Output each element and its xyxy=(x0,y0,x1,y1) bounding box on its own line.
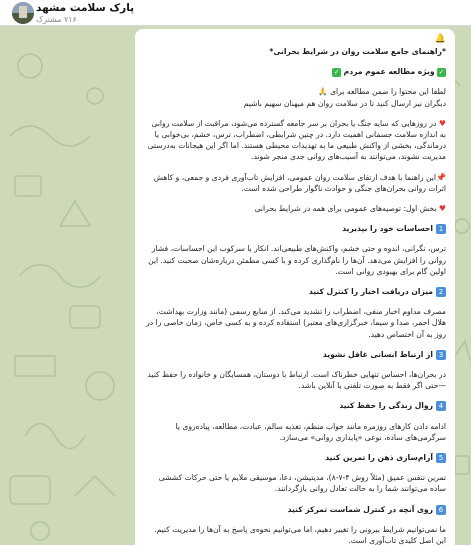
intro-line-1: لطفا این محتوا را ضمن مطالعه برای xyxy=(330,87,446,97)
channel-avatar[interactable] xyxy=(12,2,34,24)
channel-post-bubble[interactable] xyxy=(135,29,455,545)
subscriber-count: ۷۱۶ مشترک xyxy=(36,15,77,24)
number-badge: 6 xyxy=(436,505,446,515)
item-heading: از ارتباط انسانی غافل نشوید xyxy=(322,349,433,359)
channel-header[interactable] xyxy=(0,0,471,26)
channel-title-block[interactable] xyxy=(36,2,134,24)
item-body: ما نمی‌توانیم شرایط بیرونی را تغییر دهیم، اما می‌توانیم نحوه‌ی پاسخ به آن‌ها را مدیریت کنیم. این اصل کلیدی تاب‌آوری است. xyxy=(154,524,446,545)
channel-name: پارک سلامت مشهد xyxy=(36,2,135,14)
number-badge: 5 xyxy=(436,453,446,463)
post-title: *راهنمای جامع سلامت روان در شرایط بحرانی* xyxy=(269,47,446,56)
item-heading: میزان دریافت اخبار را کنترل کنید xyxy=(308,287,433,297)
check-icon: ✓ xyxy=(333,67,340,76)
paragraph-1: در روزهایی که سایه جنگ یا بحران بر سر جامعه گسترده می‌شود، مراقبت از سلامت روانی به اندازه سلامت جسمانی اهمیت دارد. در چنین شرایطی، اضطراب، ترس، خشم، بی‌خوابی یا درماندگی، بخشی از واکنش طبیعی ما به تهدیدات محیطی هستند. اما اگر این هیجانات به‌درستی مدیریت نشوند، می‌توانند به آسیب‌های روانی جدی منجر شوند. xyxy=(147,118,446,162)
heart-icon: ♥ xyxy=(438,204,446,214)
number-badge: 3 xyxy=(436,350,446,360)
intro-line-2: دیگران نیز ارسال کنید تا در سلامت روان هم میهنان سهیم باشیم xyxy=(243,98,446,108)
item-heading: آرام‌سازی ذهن را تمرین کنید xyxy=(325,453,433,463)
number-badge: 1 xyxy=(436,224,446,234)
item-body: ترس، نگرانی، اندوه و حتی خشم، واکنش‌های طبیعی‌اند. انکار یا سرکوب این احساسات، فشار روانی را افزایش می‌دهد. آن‌ها را نام‌گذاری کرده و با کسی مطمئن درباره‌شان صحبت کنید. این اولین گام برای بهبودی روانی است. xyxy=(148,244,446,276)
number-badge: 2 xyxy=(436,287,446,297)
item-body: در بحران‌ها، احساس تنهایی خطرناک است. ارتباط با دوستان، همسایگان و خانواده را حفظ کنید—حتی اگر فقط به صورت تلفنی یا آنلاین باشد. xyxy=(147,370,446,391)
section-heading: بخش اول: توصیه‌های عمومی برای همه در شرایط بحرانی xyxy=(254,204,437,214)
post-text xyxy=(143,46,446,545)
paragraph-2: این راهنما با هدف ارتقای سلامت روان عمومی، افزایش تاب‌آوری فردی و جمعی، و کاهش اثرات روانی بحران‌های جنگی و حوادث ناگوار طراحی شده است. xyxy=(153,172,446,193)
item-body: ادامه دادن کارهای روزمره مانند خواب منظم، تغذیه سالم، عبادت، مطالعه، پیاده‌روی یا سرگرمی‌های ساده، نوعی «پایداری روانی» می‌سازد. xyxy=(175,421,446,442)
post-subtitle: ویژه مطالعه عموم مردم xyxy=(343,67,435,77)
heart-icon: ♥ xyxy=(438,118,446,128)
bell-icon: 🔔 xyxy=(434,34,446,44)
number-badge: 4 xyxy=(436,401,446,411)
item-heading: روی آنچه در کنترل شماست تمرکز کنید xyxy=(287,504,433,514)
item-heading: روال زندگی را حفظ کنید xyxy=(339,401,433,411)
check-icon: ✓ xyxy=(438,67,445,76)
avatar-monument xyxy=(19,6,27,18)
item-heading: احساسات خود را بپذیرید xyxy=(342,224,433,234)
pin-icon: 📌 xyxy=(436,172,446,182)
pray-icon: 🙏 xyxy=(318,87,328,97)
item-body: مصرف مداوم اخبار منفی، اضطراب را تشدید می‌کند. از منابع رسمی (مانند وزارت بهداشت، هلال احمر، صدا و سیما، خبرگزاری‌های معتبر) استفاده کرده و به کسی خاص، زمان خاصی را در روز به آن اختصاص دهید. xyxy=(146,307,446,339)
item-body: تمرین تنفس عمیق (مثلاً روش ۴-۷-۸)، مدیتیشن، دعا، موسیقی ملایم یا حتی حرکات کششی ساده می‌توانند شما را به حالت تعادل روانی بازگردانند. xyxy=(158,473,446,494)
